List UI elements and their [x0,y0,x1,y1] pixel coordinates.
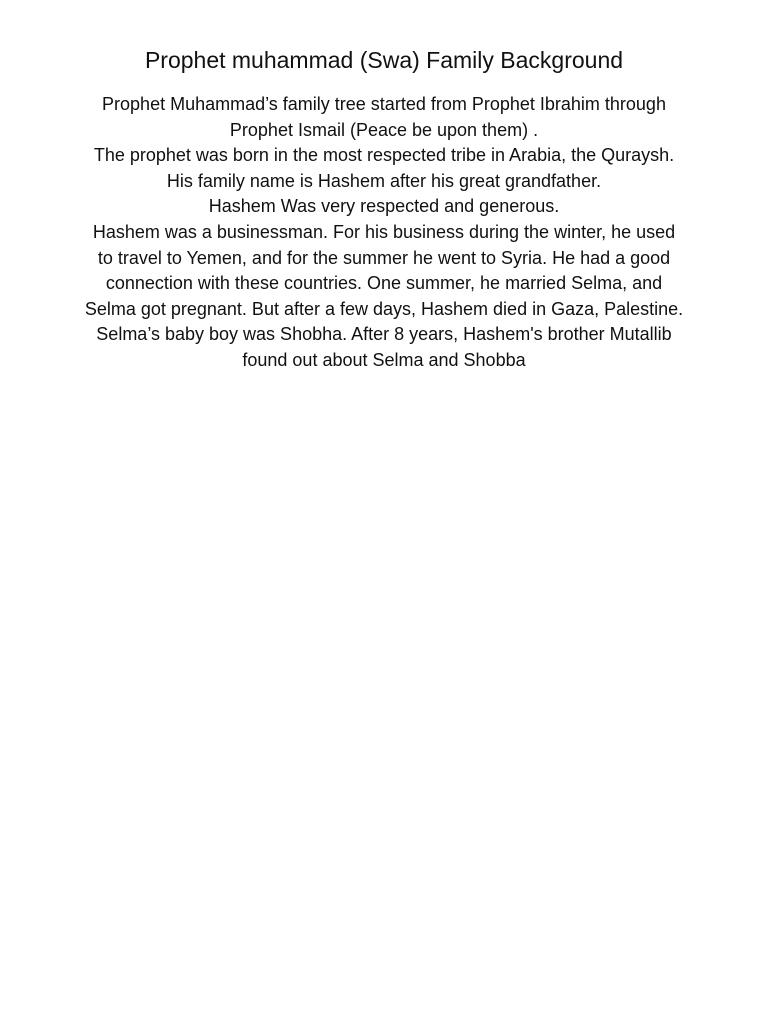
paragraph-hashem-business: Hashem was a businessman. For his business during the winter, he used to travel to Yemen, and for the summer he went to Syria. He had a good connection with these countries. One summer, he married Selma, and Selma got pregnant. But after a few days, Hashem died in Gaza, Palestine. Selma’s baby boy was Shobha. After 8 years, Hashem's brother Mutallib found out about Selma and Shobba [84,221,684,370]
paragraph-family-tree: Prophet Muhammad’s family tree started from Prophet Ibrahim through Prophet Ismail (Peace be upon them) . [102,94,666,140]
paragraph-hashem-respected: Hashem Was very respected and generous. [208,196,560,217]
document-body [84,92,684,374]
page-title: Prophet muhammad (Swa) Family Background [144,47,624,73]
paragraph-tribe: The prophet was born in the most respected tribe in Arabia, the Quraysh. [93,145,675,166]
paragraph-family-name: His family name is Hashem after his great grandfather. [166,170,602,191]
